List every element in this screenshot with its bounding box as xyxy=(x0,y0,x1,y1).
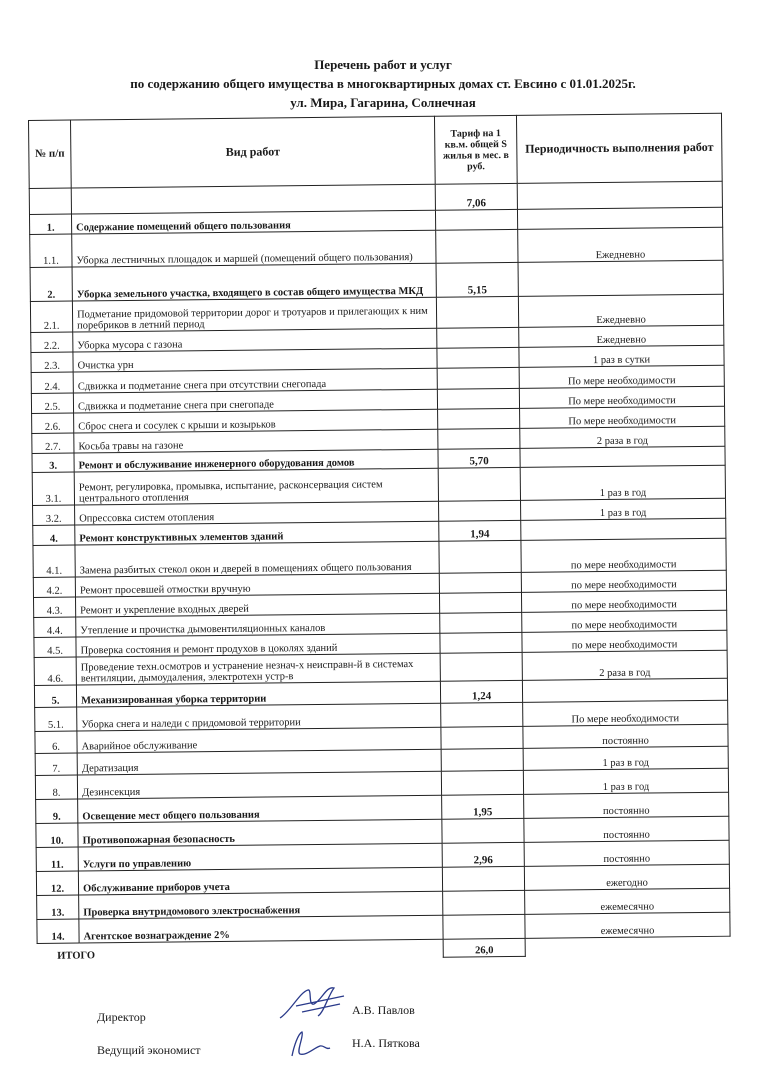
row-number: 3.2. xyxy=(33,505,75,525)
row-tariff xyxy=(441,748,523,771)
row-periodicity: по мере необходимости xyxy=(521,570,726,592)
row-work-name: Ремонт и укрепление входных дверей xyxy=(75,593,439,617)
row-tariff xyxy=(440,632,522,653)
row-number: 4.6. xyxy=(34,657,76,685)
row-number: 4.5. xyxy=(34,637,76,657)
row-tariff xyxy=(437,347,519,368)
row-periodicity xyxy=(521,518,726,540)
economist-signature-mark xyxy=(284,1026,334,1062)
row-tariff: 1,95 xyxy=(442,794,524,819)
column-header-num: № п/п xyxy=(29,120,72,188)
row-work-name: Ремонт просевшей отмостки вручную xyxy=(75,573,439,597)
row-tariff xyxy=(441,770,523,795)
row-work-name: Сдвижка и подметание снега при снегопаде xyxy=(73,389,437,413)
row-work-name: Проверка состояния и ремонт продухов в цоколях зданий xyxy=(76,633,440,657)
row-number: 5. xyxy=(34,685,76,707)
works-table xyxy=(28,113,731,962)
row-number: 9. xyxy=(36,799,78,823)
director-label: Директор xyxy=(97,1010,146,1024)
row-number: 1. xyxy=(29,214,71,234)
row-periodicity: По мере необходимости xyxy=(523,700,728,726)
row-periodicity: ежемесячно xyxy=(525,888,730,914)
row-number: 2. xyxy=(30,267,72,301)
row-work-name: Проведение техн.осмотров и устранение незнач-х неисправн-й в системах вентиляции, дымоудаления, электротехн устр-в xyxy=(76,653,440,685)
row-work-name: Утепление и прочистка дымовентиляционных каналов xyxy=(76,613,440,637)
row-periodicity: постоянно xyxy=(524,816,729,842)
row-number: 14. xyxy=(37,919,79,943)
row-number: 8. xyxy=(35,775,77,799)
row-work-name: Дератизация xyxy=(77,749,441,775)
row-work-name: Агентское вознаграждение 2% xyxy=(79,915,443,943)
total-label: ИТОГО xyxy=(57,949,96,962)
row-work-name: Проверка внутридомового электроснабжения xyxy=(79,891,443,919)
row-tariff xyxy=(439,592,521,613)
row-tariff xyxy=(439,572,521,593)
document-title-block xyxy=(0,55,766,112)
row-periodicity: 2 раза в год xyxy=(520,426,725,448)
row-work-name xyxy=(71,184,435,214)
row-tariff xyxy=(439,540,521,573)
row-number: 2.3. xyxy=(31,352,73,372)
row-tariff xyxy=(437,388,519,409)
document-title: Перечень работ и услуг xyxy=(314,57,452,72)
row-tariff: 5,70 xyxy=(438,448,520,468)
row-work-name: Подметание придомовой территории дорог и тротуаров и прилегающих к ним поребриков в летний период xyxy=(72,297,436,332)
column-header-period: Периодичность выполнения работ xyxy=(516,113,722,183)
total-empty xyxy=(525,936,730,956)
row-tariff xyxy=(438,408,520,429)
row-work-name: Аварийное обслуживание xyxy=(77,727,441,753)
row-periodicity xyxy=(517,181,722,209)
row-periodicity: постоянно xyxy=(523,724,728,748)
row-number: 12. xyxy=(36,871,78,895)
row-tariff xyxy=(442,818,524,843)
row-work-name: Замена разбитых стекол окон и дверей в помещениях общего пользования xyxy=(75,541,439,577)
row-work-name: Ремонт, регулировка, промывка, испытание, расконсервация систем центрального отопления xyxy=(74,468,438,505)
row-periodicity: по мере необходимости xyxy=(521,538,726,572)
row-periodicity: 1 раз в год xyxy=(523,768,728,794)
row-work-name: Сброс снега и сосулек с крыши и козырьков xyxy=(74,409,438,433)
row-periodicity: по мере необходимости xyxy=(522,630,727,652)
row-number: 10. xyxy=(36,823,78,847)
row-periodicity: Ежедневно xyxy=(518,227,723,262)
row-periodicity: По мере необходимости xyxy=(520,406,725,428)
row-tariff: 1,94 xyxy=(439,520,521,541)
row-tariff: 1,24 xyxy=(440,680,522,703)
table-header-row xyxy=(29,113,723,188)
row-work-name: Дезинсекция xyxy=(77,771,441,799)
economist-name: Н.А. Пяткова xyxy=(352,1036,420,1050)
row-number xyxy=(29,188,71,214)
document-subtitle: по содержанию общего имущества в многоквартирных домах ст. Евсино с 01.01.2025г. xyxy=(130,76,636,91)
row-tariff xyxy=(438,428,520,449)
director-signature-mark xyxy=(278,982,348,1024)
row-tariff xyxy=(440,652,522,681)
row-periodicity: 2 раза в год xyxy=(522,650,727,680)
row-tariff: 7,06 xyxy=(435,183,517,210)
row-periodicity: 1 раз в год xyxy=(521,498,726,520)
row-work-name: Уборка лестничных площадок и маршей (помещений общего пользования) xyxy=(72,230,436,267)
row-tariff: 5,15 xyxy=(436,262,518,297)
row-work-name: Услуги по управлению xyxy=(78,843,442,871)
row-periodicity: 1 раз в год xyxy=(523,746,728,770)
row-periodicity: постоянно xyxy=(524,840,729,866)
row-tariff xyxy=(436,229,518,263)
row-number: 2.1. xyxy=(30,301,72,332)
row-periodicity: По мере необходимости xyxy=(519,386,724,408)
row-work-name: Сдвижка и подметание снега при отсутствии снегопада xyxy=(73,368,437,393)
row-tariff xyxy=(443,914,525,939)
row-number: 5.1. xyxy=(35,707,77,731)
row-work-name: Механизированная уборка территории xyxy=(76,681,440,707)
row-work-name: Обслуживание приборов учета xyxy=(78,867,442,895)
row-number: 4. xyxy=(33,525,75,545)
row-work-name: Ремонт и обслуживание инженерного оборудования домов xyxy=(74,449,438,472)
row-periodicity: 1 раз в сутки xyxy=(519,345,724,367)
row-periodicity xyxy=(517,207,722,229)
row-periodicity xyxy=(522,678,727,702)
row-work-name: Уборка мусора с газона xyxy=(73,328,437,352)
row-tariff: 2,96 xyxy=(442,842,524,867)
row-number: 2.5. xyxy=(31,393,73,413)
row-tariff xyxy=(441,702,523,727)
row-number: 4.4. xyxy=(34,617,76,637)
director-name: А.В. Павлов xyxy=(352,1003,415,1017)
row-periodicity xyxy=(520,446,725,467)
row-number: 2.4. xyxy=(31,372,73,393)
row-work-name: Косьба травы на газоне xyxy=(74,429,438,453)
row-tariff xyxy=(438,467,520,501)
row-number: 6. xyxy=(35,731,77,753)
row-number: 4.3. xyxy=(34,597,76,617)
row-work-name: Освещение мест общего пользования xyxy=(78,795,442,823)
row-tariff xyxy=(441,726,523,749)
row-number: 7. xyxy=(35,753,77,775)
row-tariff xyxy=(442,866,524,891)
row-periodicity: 1 раз в год xyxy=(520,465,725,500)
economist-label: Ведущий экономист xyxy=(97,1043,201,1057)
row-work-name: Противопожарная безопасность xyxy=(78,819,442,847)
row-tariff xyxy=(437,327,519,348)
row-periodicity: постоянно xyxy=(524,792,729,818)
total-value: 26,0 xyxy=(443,938,525,957)
row-work-name: Очистка урн xyxy=(73,348,437,372)
row-work-name: Опрессовка систем отопления xyxy=(75,501,439,525)
row-tariff xyxy=(435,209,517,230)
row-tariff xyxy=(436,296,518,328)
row-number: 2.6. xyxy=(32,413,74,433)
row-periodicity xyxy=(518,260,723,296)
row-periodicity: по мере необходимости xyxy=(522,610,727,632)
row-number: 3.1. xyxy=(32,472,74,505)
row-work-name: Ремонт конструктивных элементов зданий xyxy=(75,521,439,545)
row-periodicity: ежемесячно xyxy=(525,912,730,938)
row-periodicity: по мере необходимости xyxy=(521,590,726,612)
row-tariff xyxy=(439,500,521,521)
row-number: 4.2. xyxy=(33,577,75,597)
row-periodicity: ежегодно xyxy=(524,864,729,890)
row-periodicity: Ежедневно xyxy=(518,294,723,327)
row-number: 3. xyxy=(32,453,74,472)
row-tariff xyxy=(443,890,525,915)
row-work-name: Уборка земельного участка, входящего в состав общего имущества МКД xyxy=(72,263,436,301)
column-header-kind: Вид работ xyxy=(71,116,436,188)
row-work-name: Уборка снега и наледи с придомовой территории xyxy=(77,703,441,731)
row-periodicity: По мере необходимости xyxy=(519,365,724,388)
table-body xyxy=(29,181,730,943)
row-tariff xyxy=(440,612,522,633)
row-number: 13. xyxy=(37,895,79,919)
row-periodicity: Ежедневно xyxy=(519,325,724,347)
row-number: 11. xyxy=(36,847,78,871)
document-streets: ул. Мира, Гагарина, Солнечная xyxy=(290,95,476,110)
row-tariff xyxy=(437,367,519,389)
row-work-name: Содержание помещений общего пользования xyxy=(71,210,435,234)
column-header-tariff: Тариф на 1 кв.м. общей S жилья в мес. в руб. xyxy=(434,115,517,184)
row-number: 1.1. xyxy=(30,234,72,267)
row-number: 2.2. xyxy=(31,332,73,352)
row-number: 4.1. xyxy=(33,545,75,577)
row-number: 2.7. xyxy=(32,433,74,453)
